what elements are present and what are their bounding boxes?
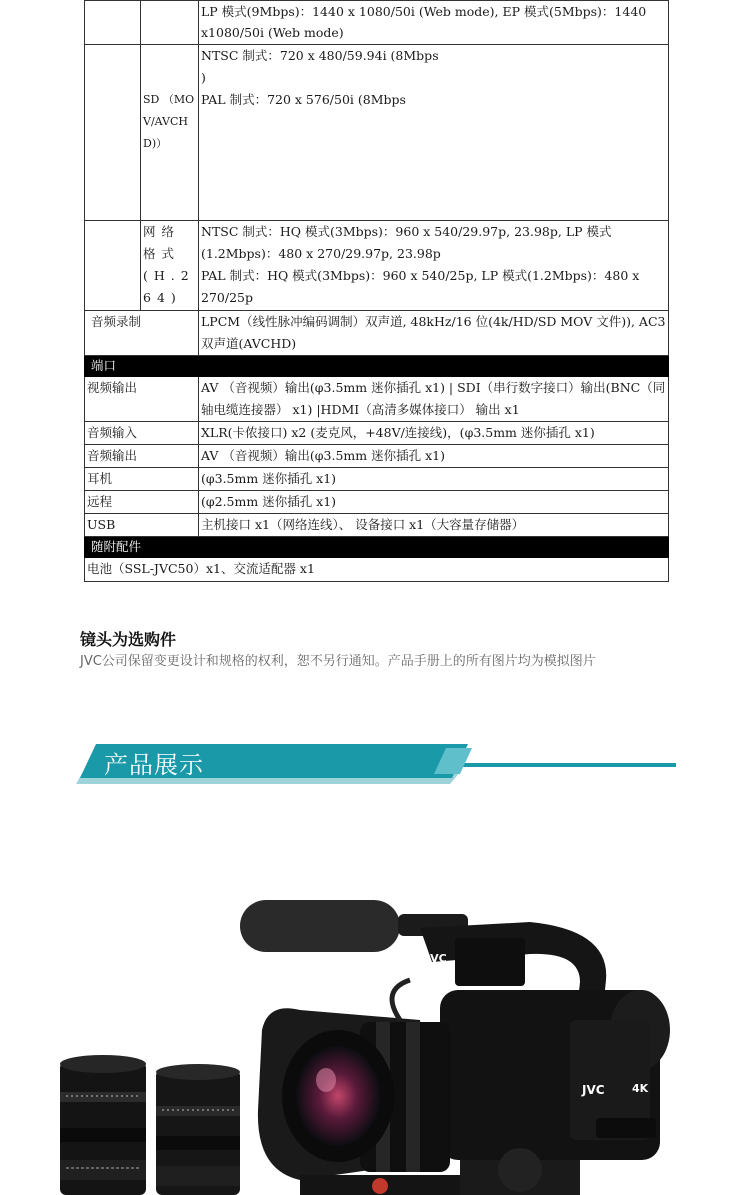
table-cell [85, 45, 141, 221]
banner-title: 产品展示 [104, 751, 204, 779]
row-label: USB [85, 514, 199, 537]
web-label: 网络格式 (H.264) [141, 221, 199, 311]
camera-logo-top: JVC [426, 952, 447, 965]
camera-body [440, 938, 670, 1160]
prime-lens-1 [60, 1055, 146, 1195]
section-title: 端口 [85, 356, 669, 377]
table-row [85, 468, 669, 491]
section-header-ports [85, 356, 669, 377]
xlr-cable [392, 980, 410, 1020]
camera-logo-side: JVC [582, 1083, 605, 1097]
web-values [199, 221, 669, 311]
spec-table [84, 0, 669, 582]
table-row [85, 377, 669, 422]
sd-ntsc: NTSC 制式：720 x 480/59.94i (8Mbps ) [201, 48, 439, 85]
row-label: 音频输入 [85, 422, 199, 445]
banner-line [460, 763, 676, 767]
note-body: JVC公司保留变更设计和规格的权利，恕不另行通知。产品手册上的所有图片均为模拟图片 [80, 654, 596, 669]
sd-pal: PAL 制式：720 x 576/50i (8Mbps [201, 92, 406, 107]
row-label: 音频输出 [85, 445, 199, 468]
table-row [85, 221, 669, 311]
table-row [85, 514, 669, 537]
row-value: 主机接口 x1（网络连线）、 设备接口 x1（大容量存储器） [199, 514, 669, 537]
note-block [80, 628, 596, 672]
row-label: 视频输出 [85, 377, 199, 422]
accessories-value: 电池（SSL-JVC50）x1、交流适配器 x1 [85, 558, 669, 582]
row-value: (φ2.5mm 迷你插孔 x1) [199, 491, 669, 514]
section-title: 随附配件 [85, 537, 669, 558]
section-header-accessories [85, 537, 669, 558]
camera-lens [258, 1008, 450, 1180]
row-value: AV （音视频）输出(φ3.5mm 迷你插孔 x1) [199, 445, 669, 468]
row-value: XLR(卡侬接口) x2 (麦克风，+48V/连接线)，(φ3.5mm 迷你插孔 x1) [199, 422, 669, 445]
camera-4k-badge: 4K [632, 1082, 649, 1095]
row-value: (φ3.5mm 迷你插孔 x1) [199, 468, 669, 491]
prime-lens-2 [156, 1064, 240, 1195]
web-pal: PAL 制式：HQ 模式(3Mbps)：960 x 540/25p, LP 模式(1.2Mbps)：480 x 270/25p [201, 268, 640, 305]
sd-label: SD （MOV/AVCHD)） [141, 45, 199, 221]
row-label: 耳机 [85, 468, 199, 491]
table-row [85, 445, 669, 468]
audio-rec-value: LPCM（线性脉冲编码调制）双声道, 48kHz/16 位(4k/HD/SD MOV 文件)), AC3 双声道(AVCHD) [199, 311, 669, 356]
table-cell [85, 221, 141, 311]
table-row [85, 1, 669, 45]
table-cell [85, 1, 141, 45]
hd-mode-cont: LP 模式(9Mbps)：1440 x 1080/50i (Web mode), EP 模式(5Mbps)：1440 x1080/50i (Web mode) [199, 1, 669, 45]
table-row [85, 45, 669, 221]
table-row [85, 558, 669, 582]
web-ntsc: NTSC 制式：HQ 模式(3Mbps)：960 x 540/29.97p, 23.98p, LP 模式(1.2Mbps)：480 x 270/29.97p, 23.98p [201, 224, 612, 261]
product-photo [0, 870, 750, 1195]
table-row [85, 311, 669, 356]
sd-values [199, 45, 669, 221]
table-cell [141, 1, 199, 45]
audio-rec-label: 音频录制 [85, 311, 199, 356]
row-value: AV （音视频）输出(φ3.5mm 迷你插孔 x1) | SDI（串行数字接口）输出(BNC（同轴电缆连接器） x1) |HDMI（高清多媒体接口） 输出 x1 [199, 377, 669, 422]
table-row [85, 422, 669, 445]
row-label: 远程 [85, 491, 199, 514]
table-row [85, 491, 669, 514]
note-title: 镜头为选购件 [80, 630, 177, 649]
